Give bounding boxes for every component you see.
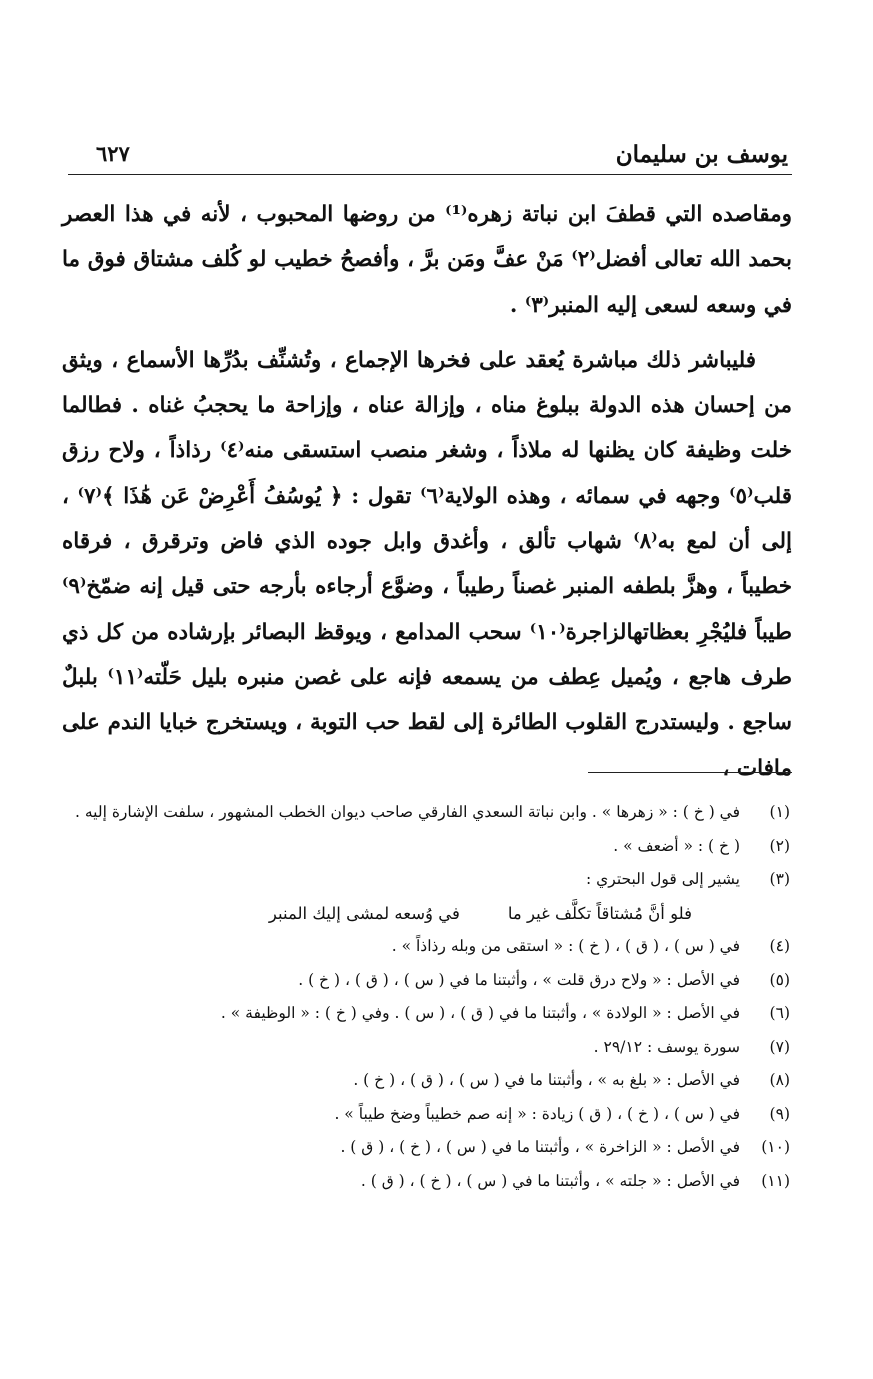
footnote-number: (١) [769, 803, 790, 821]
footnote [62, 1098, 792, 1132]
page-header [68, 128, 792, 175]
footnote-separator [588, 772, 792, 773]
paragraph: فليباشر ذلك مباشرة يُعقد على فخرها الإجماع ، وتُشنِّف بدُرِّها الأسماع ، ويثق من إحسان هذه الدولة ببلوغ مناه ، وإزالة عناه ، وإزاحة ما يحجبُ غناه . فطالما خلت وظيفة كان يظنها له ملاذاً ، وشغر منصب استسقى منه⁽٤⁾ رذاذاً ، ولاح رزق قلب⁽٥⁾ وجهه في سمائه ، وهذه الولاية⁽٦⁾ تقول : ﴿ يُوسُفُ أَعْرِضْ عَن هَٰذَا ﴾⁽٧⁾ ، إلى أن لمع به⁽٨⁾ شهاب تألق ، وأغدق وابل جوده الذي فاض وترقرق ، فرقاه خطيباً ، وهزَّ بلطفه المنبر غصناً رطيباً ، وضوَّع أرجاءه بأرجه حتى قيل إنه ضمّخ⁽٩⁾ طيباً فليُجْرِ بعظاتهالزاجرة⁽١٠⁾ سحب المدامع ، ويوقظ البصائر بإرشاده من كل ذي طرف هاجع ، ويُميل عِطف من يسمعه فإنه على غصن منبره بليل حَلّته⁽١١⁾ بلبلٌ ساجع . وليستدرج القلوب الطائرة إلى لقط حب التوبة ، ويستخرج خبايا الندم على مافات ، [62, 347, 792, 781]
main-text [62, 192, 792, 791]
footnote [62, 930, 792, 964]
footnote-text: ( خ ) : « أضعف » . [613, 836, 740, 855]
footnote-text: في الأصل : « الزاخرة » ، وأثبتنا ما في ( س ) ، ( خ ) ، ( ق ) . [340, 1138, 740, 1156]
footnote-number: (٦) [769, 1004, 790, 1022]
running-title: يوسف بن سليمان [615, 141, 788, 168]
footnote [62, 1131, 792, 1165]
page-number: ٦٢٧ [96, 141, 130, 166]
footnote [62, 796, 792, 830]
verse-hemistich: فلو أنَّ مُشتاقاً تكلَّف غير ما [507, 903, 692, 923]
footnote-text: في ( س ) ، ( خ ) ، ( ق ) زيادة : « إنه صم خطيباً وضخ طيباً » . [334, 1104, 740, 1123]
footnote-text: في ( خ ) : « زهرها » . وابن نباتة السعدي الفارقي صاحب ديوان الخطب المشهور ، سلفت الإشارة إليه . [75, 803, 740, 821]
paragraph: ومقاصده التي قطفَ ابن نباتة زهره⁽¹⁾ من روضها المحبوب ، لأنه في هذا العصر بحمد الله تعالى أفضل⁽٢⁾ مَنْ عفَّ ومَن برَّ ، وأفصحُ خطيب لو كُلف مشتاق فوق ما في وسعه لسعى إليه المنبر⁽٣⁾ . [62, 202, 792, 318]
footnote-number: (٣) [769, 870, 790, 888]
footnote-number: (١١) [761, 1171, 790, 1190]
footnote [62, 863, 792, 897]
footnote-number: (٥) [769, 970, 790, 989]
footnote [62, 1064, 792, 1098]
footnote-text: في الأصل : « جلته » ، وأثبتنا ما في ( س ) ، ( خ ) ، ( ق ) . [360, 1171, 740, 1190]
footnote-number: (٧) [769, 1037, 790, 1056]
footnote-text: في ( س ) ، ( ق ) ، ( خ ) : « استقى من وبله رذاذاً » . [391, 937, 740, 955]
poetry-verse [62, 897, 792, 931]
footnote-text: سورة يوسف : ٢٩/١٢ . [593, 1037, 740, 1056]
footnote-text: يشير إلى قول البحتري : [585, 870, 740, 888]
verse-hemistich: في وُسعه لمشى إليك المنبر [268, 903, 460, 923]
footnote [62, 1165, 792, 1199]
footnotes [62, 796, 792, 1198]
footnote-number: (٤) [769, 937, 790, 955]
footnote [62, 964, 792, 998]
footnote-number: (٩) [769, 1104, 790, 1123]
footnote [62, 997, 792, 1031]
footnote-text: في الأصل : « بلغ به » ، وأثبتنا ما في ( س ) ، ( ق ) ، ( خ ) . [353, 1071, 740, 1089]
footnote [62, 1031, 792, 1065]
footnote-number: (٢) [769, 836, 790, 855]
footnote-text: في الأصل : « ولاح درق قلت » ، وأثبتنا ما في ( س ) ، ( ق ) ، ( خ ) . [298, 970, 740, 989]
footnote-number: (١٠) [761, 1138, 790, 1156]
footnote-number: (٨) [769, 1071, 790, 1089]
footnote-text: في الأصل : « الولادة » ، وأثبتنا ما في ( ق ) ، ( س ) . وفي ( خ ) : « الوظيفة » . [220, 1004, 740, 1022]
footnote [62, 830, 792, 864]
